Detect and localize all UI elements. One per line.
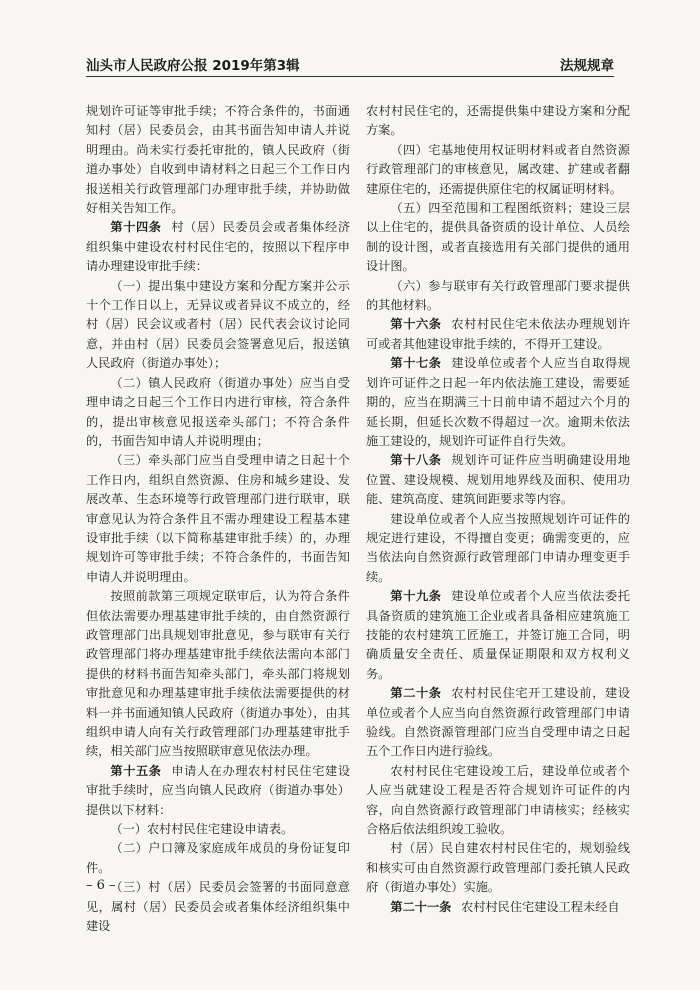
paragraph [366,839,630,897]
paragraph-text: 村（居）民自建农村村民住宅的，规划验线和核实可由自然资源行政管理部门委托镇人民政府（街道办事处）实施。 [366,841,630,895]
paragraph [366,315,630,354]
page-number: – 6 – [86,878,116,893]
article-number: 第十九条 [390,589,442,604]
paragraph [86,878,350,936]
paragraph-text: 按照前款第三项规定联审后，认为符合条件但依法需要办理基建审批手续的，由自然资源行政管理部门出具规划审批意见，参与联审有关行政管理部门将办理基建审批手续依法需向本部门提供的材料书面告知牵头部门，牵头部门将规划审批意见和办理基建审批手续依法需要提供的材料一并书面通知镇人民政府（街道办事处），由其组织申请人向有关行政管理部门办理基建审批手续，相关部门应当按照联审意见依法办理。 [86,589,350,759]
paragraph [366,277,630,316]
paragraph-text: （二）户口簿及家庭成年成员的身份证复印件。 [86,841,350,875]
paragraph [366,451,630,509]
paragraph [86,762,350,820]
paragraph [86,374,350,452]
paragraph-text: 建设单位或者个人应当按照规划许可证件的规定进行建设，不得擅自变更；确需变更的，应当依法向自然资源行政管理部门申请办理变更手续。 [366,511,630,584]
paragraph [366,102,630,141]
paragraph-text: （五）四至范围和工程图纸资料；建设三层以上住宅的，提供具备资质的设计单位、人员绘制的设计图，或者直接选用有关部门提供的通用设计图。 [366,201,630,274]
article-number: 第十四条 [110,220,162,235]
page-header [86,50,614,74]
paragraph-text: （三）村（居）民委员会签署的书面同意意见，属村（居）民委员会或者集体经济组织集中建设 [86,880,350,934]
paragraph [366,510,630,588]
article-number: 第十五条 [110,763,162,778]
paragraph [86,587,350,762]
article-number: 第十七条 [390,356,442,371]
paragraph-text: （一）提出集中建设方案和分配方案并公示十个工作日以上，无异议或者异议不成立的，经村（居）民会议或者村（居）民代表会议讨论同意，并由村（居）民委员会签署意见后，报送镇人民政府（街道办事处）； [86,278,350,371]
paragraph-text: （二）镇人民政府（街道办事处）应当自受理申请之日起三个工作日内进行审核，符合条件的，提出审核意见报送牵头部门；不符合条件的，书面告知申请人并说明理由； [86,375,350,448]
article-number: 第二十一条 [390,899,452,914]
paragraph [366,141,630,199]
right-column [366,102,630,917]
article-number: 第十八条 [390,453,442,468]
paragraph-text: 建设单位或者个人应当自取得规划许可证件之日起一年内依法施工建设，需要延期的，应当在期满三十日前申请不超过六个月的延长期，但延长次数不得超过一次。逾期未依法施工建设的，规划许可证件自行失效。 [366,356,631,448]
paragraph-text: （六）参与联审有关行政管理部门要求提供的其他材料。 [366,278,630,313]
article-number: 第十六条 [390,317,442,332]
paragraph [86,839,350,878]
paragraph-text: （一）农村村民住宅建设申请表。 [110,822,294,837]
paragraph [366,898,630,917]
article-number: 第二十条 [390,686,442,701]
section-title: 法规规章 [560,58,614,74]
paragraph [366,684,630,762]
paragraph [366,354,630,451]
paragraph-text: （三）牵头部门应当自受理申请之日起十个工作日内，组织自然资源、住房和城乡建设、发展改革、生态环境等行政管理部门进行联审，联审意见认为符合条件且不需办理建设工程基本建设审批手续（以下简称基建审批手续）的，办理规划许可等审批手续；不符合条件的，书面告知申请人并说明理由。 [86,453,350,584]
publication-title: 汕头市人民政府公报 2019年第3辑 [86,58,300,74]
paragraph-text: 规划许可证件应当明确建设用地位置、建设规模、规划用地界线及面积、使用功能、建筑高度、建筑间距要求等内容。 [366,453,631,507]
paragraph-text: （四）宅基地使用权证明材料或者自然资源行政管理部门的审核意见，属改建、扩建或者翻建原住宅的，还需提供原住宅的权属证明材料。 [366,142,630,196]
paragraph [366,199,630,277]
paragraph-text: 农村村民住宅的，还需提供集中建设方案和分配方案。 [366,104,630,138]
paragraph [86,451,350,587]
left-column [86,102,350,936]
paragraph-text: 农村村民住宅建设工程未经自 [461,899,620,914]
paragraph [86,102,350,218]
paragraph-text: 建设单位或者个人应当依法委托具备资质的建筑施工企业或者具备相应建筑施工技能的农村建筑工匠施工，并签订施工合同，明确质量安全责任、质量保证期限和双方权利义务。 [366,589,631,681]
paragraph [366,762,630,840]
paragraph [366,587,630,684]
paragraph-text: 农村村民住宅未依法办理规划许可或者其他建设审批手续的，不得开工建设。 [366,317,631,351]
header-rule [86,76,614,77]
paragraph-text: 农村村民住宅开工建设前，建设单位或者个人应当向自然资源行政管理部门申请验线。自然资源管理部门应当自受理申请之日起五个工作日内进行验线。 [366,686,631,759]
paragraph [86,820,350,839]
paragraph-text: 村（居）民委员会或者集体经济组织集中建设农村村民住宅的，按照以下程序申请办理建设审批手续： [86,220,351,274]
paragraph-text: 申请人在办理农村村民住宅建设审批手续时，应当向镇人民政府（街道办事处）提供以下材料： [86,763,351,817]
paragraph [86,277,350,374]
paragraph-text: 农村村民住宅建设竣工后，建设单位或者个人应当就建设工程是否符合规划许可证件的内容，向自然资源行政管理部门申请核实；经核实合格后依法组织竣工验收。 [366,763,630,837]
paragraph-text: 规划许可证等审批手续；不符合条件的，书面通知村（居）民委员会，由其书面告知申请人并说明理由。尚未实行委托审批的，镇人民政府（街道办事处）自收到申请材料之日起三个工作日内报送相关行政管理部门办理审批手续，并协助做好相关告知工作。 [86,104,350,216]
paragraph [86,218,350,276]
